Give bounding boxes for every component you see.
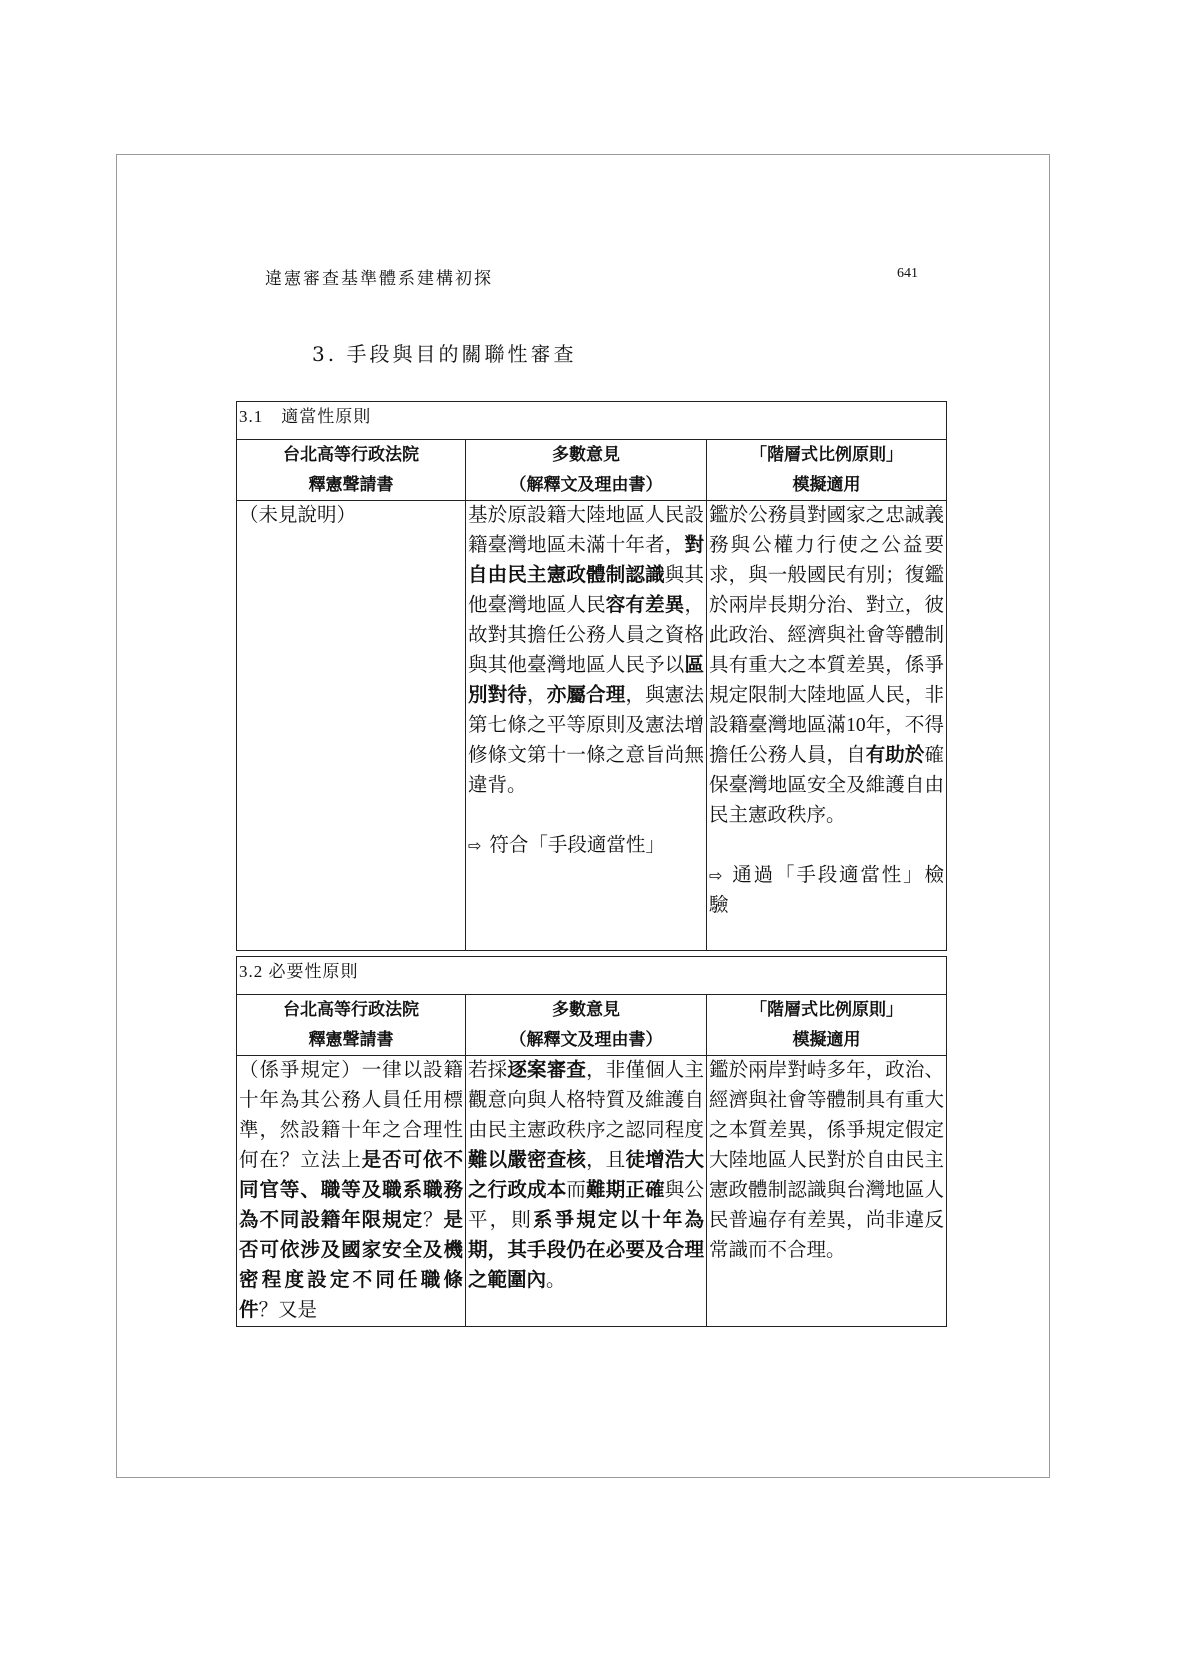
simulation-cell — [707, 501, 947, 951]
column-header-text: 「階層式比例原則」 — [750, 445, 903, 465]
emphasis-text: 系爭規定以十年為期，其手段仍在必要及合理之範圍內 — [468, 1210, 704, 1291]
emphasis-text: 區別對待 — [468, 655, 704, 706]
right-arrow-icon: ⇨ — [709, 866, 723, 885]
column-header-text: 「階層式比例原則」 — [750, 1000, 903, 1020]
text-run: 而 — [566, 1180, 587, 1201]
simulation-cell — [707, 1056, 947, 1327]
petition-cell — [237, 501, 466, 951]
column-header-text: （解釋文及理由書） — [509, 1030, 663, 1050]
majority-cell — [466, 1056, 707, 1327]
cell-text: 鑑於兩岸對峙多年，政治、經濟與社會等體制具有重大之本質差異，係爭規定假定大陸地區人民對於自由民主憲政體制認識與台灣地區人民普遍存有差異，尚非違反常識而不合理。 — [709, 1060, 944, 1261]
result-text: 通過「手段適當性」檢驗 — [709, 865, 944, 916]
emphasis-text: 是否可依不同官等、職等及職系職務為不同設籍年限規定 — [239, 1150, 463, 1231]
emphasis-text: 是否可依涉及國家安全及機密程度設定不同任職條件 — [239, 1210, 463, 1321]
column-header-text: （解釋文及理由書） — [509, 475, 663, 495]
emphasis-text: 有助於 — [865, 745, 925, 766]
necessity-table — [236, 956, 947, 1327]
column-header-text: 台北高等行政法院 — [283, 1000, 419, 1020]
petition-cell — [237, 1056, 466, 1327]
emphasis-text: 容有差異 — [605, 595, 685, 616]
majority-cell — [466, 501, 707, 951]
cell-text — [709, 501, 944, 831]
text-run: 確保臺灣地區安全及維護自由民主憲政秩序。 — [709, 745, 944, 826]
column-header-simulation — [707, 440, 947, 501]
column-header-text: 模擬適用 — [792, 475, 861, 495]
text-run: ？又是 — [258, 1300, 318, 1321]
section-heading: 3. 手段與目的關聯性審查 — [312, 342, 577, 366]
text-run: ，非僅個人主觀意向與人格特質及維護自由民主憲政秩序之認同程度 — [468, 1060, 704, 1141]
emphasis-text: 對自由民主憲政體制認識 — [468, 535, 704, 586]
suitability-table — [236, 401, 947, 951]
subsection-title-3-1: 3.1 適當性原則 — [237, 402, 947, 440]
column-header-text: 模擬適用 — [792, 1030, 861, 1050]
emphasis-text: 亦屬合理 — [546, 685, 626, 706]
cell-text: （未見說明） — [239, 505, 357, 526]
emphasis-text: 徒增浩大之行政成本 — [468, 1150, 704, 1201]
column-header-text: 釋憲聲請書 — [308, 1030, 394, 1050]
running-title: 違憲審查基準體系建構初探 — [265, 269, 493, 289]
text-run: ， — [527, 685, 547, 706]
column-header-text: 多數意見 — [552, 445, 620, 465]
column-header-text: 釋憲聲請書 — [308, 475, 394, 495]
text-run: ？ — [423, 1210, 444, 1231]
column-header-text: 多數意見 — [552, 1000, 620, 1020]
text-run: 若採 — [468, 1060, 508, 1081]
text-run: ，且 — [586, 1150, 626, 1171]
subsection-title-3-2: 3.2 必要性原則 — [237, 957, 947, 995]
text-run: ，與憲法第七條之平等原則及憲法增修條文第十一條之意旨尚無違背。 — [468, 685, 704, 796]
column-header-text: 台北高等行政法院 — [283, 445, 419, 465]
result-text: 符合「手段適當性」 — [489, 835, 665, 856]
column-header-petition — [237, 440, 466, 501]
emphasis-text: 難以嚴密查核 — [468, 1150, 587, 1171]
cell-text — [468, 501, 704, 801]
cell-text — [239, 1056, 463, 1326]
right-arrow-icon: ⇨ — [468, 836, 482, 855]
emphasis-text: 難期正確 — [586, 1180, 665, 1201]
text-run: （係爭規定）一律以設籍十年為其公務人員任用標準，然設籍十年之合理性何在？立法上 — [239, 1060, 463, 1171]
text-run: 基於原設籍大陸地區人民設籍臺灣地區未滿十年者， — [468, 505, 704, 556]
text-run: 。 — [546, 1270, 566, 1291]
column-header-majority — [466, 440, 707, 501]
cell-text — [468, 1056, 704, 1296]
text-run: 與公平，則 — [468, 1180, 704, 1231]
page-number: 641 — [897, 266, 918, 281]
column-header-majority — [466, 995, 707, 1056]
result-line — [468, 831, 704, 861]
column-header-simulation — [707, 995, 947, 1056]
result-line — [709, 861, 944, 921]
text-run: 與其他臺灣地區人民 — [468, 565, 704, 616]
emphasis-text: 逐案審查 — [507, 1060, 587, 1081]
text-run: ，故對其擔任公務人員之資格與其他臺灣地區人民予以 — [468, 595, 704, 676]
text-run: 鑑於公務員對國家之忠誠義務與公權力行使之公益要求，與一般國民有別；復鑑於兩岸長期分治、對立，彼此政治、經濟與社會等體制具有重大之本質差異，係爭規定限制大陸地區人民，非設籍臺灣地區滿10年，不得擔任公務人員，自 — [709, 505, 944, 766]
column-header-petition — [237, 995, 466, 1056]
